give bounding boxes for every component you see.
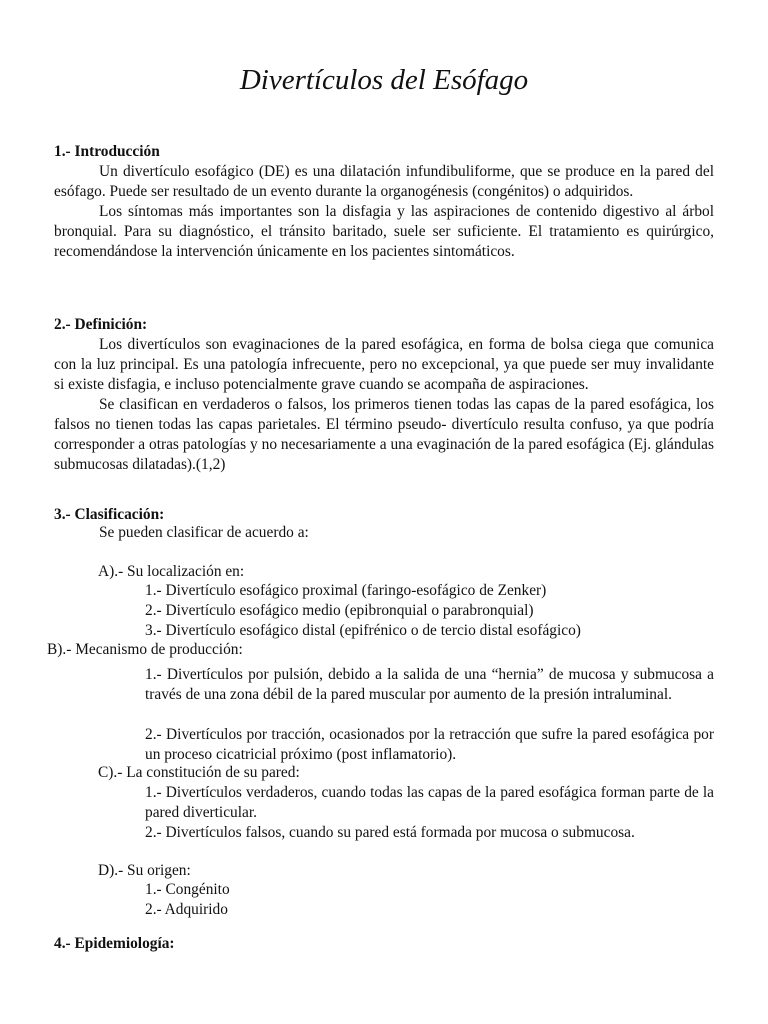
classification-intro: Se pueden clasificar de acuerdo a: (99, 524, 309, 541)
section-heading: 3.- Clasificación: (54, 506, 165, 523)
section-definicion (54, 315, 714, 475)
section-heading: 2.- Definición: (54, 316, 148, 333)
section-heading: 1.- Introducción (54, 143, 160, 160)
class-b-item: 2.- Divertículos por tracción, ocasionados por la retracción que sufre la pared esofágica por un proceso cicatricial próximo (post inflamatorio). (145, 726, 714, 763)
class-c-item: 1.- Divertículos verdaderos, cuando todas las capas de la pared esofágica forman parte de la pared diverticular. (145, 784, 714, 821)
class-b-item: 1.- Divertículos por pulsión, debido a la salida de una “hernia” de mucosa y submucosa a través de una zona débil de la pared muscular por aumento de la presión intraluminal. (145, 666, 714, 703)
class-d-item: 2.- Adquirido (145, 901, 228, 918)
page-title: Divertículos del Esófago (239, 64, 529, 96)
paragraph: Un divertículo esofágico (DE) es una dilatación infundibuliforme, que se produce en la pared del esófago. Puede ser resultado de un evento durante la organogénesis (congénitos) o adquiridos. (54, 163, 714, 200)
class-a-item: 2.- Divertículo esofágico medio (epibronquial o parabronquial) (145, 602, 534, 619)
class-d-title: D).- Su origen: (98, 862, 191, 879)
class-c-title: C).- La constitución de su pared: (98, 764, 300, 781)
class-a-item: 1.- Divertículo esofágico proximal (faringo-esofágico de Zenker) (145, 582, 547, 599)
paragraph: Los síntomas más importantes son la disfagia y las aspiraciones de contenido digestivo al árbol bronquial. Para su diagnóstico, el tránsito baritado, suele ser suficiente. El tratamiento es quirúrgico, recomendándose la intervención únicamente en los pacientes sintomáticos. (54, 203, 714, 260)
class-a-title: A).- Su localización en: (98, 563, 245, 580)
paragraph: Se clasifican en verdaderos o falsos, los primeros tienen todas las capas de la pared esofágica, los falsos no tienen todas las capas parietales. El término pseudo- divertículo resulta confuso, ya que podría corresponder a otras patologías y no necesariamente a una evaginación de la pared esofágica (Ej. glándulas submucosas dilatadas).(1,2) (54, 396, 714, 473)
class-b-title: B).- Mecanismo de producción: (47, 641, 243, 658)
class-a-item: 3.- Divertículo esofágico distal (epifrénico o de tercio distal esofágico) (145, 622, 581, 639)
section-clasificacion (47, 505, 714, 925)
class-c-item: 2.- Divertículos falsos, cuando su pared está formada por mucosa o submucosa. (145, 824, 635, 841)
section-heading: 4.- Epidemiología: (54, 935, 175, 952)
class-d-item: 1.- Congénito (145, 881, 230, 898)
paragraph: Los divertículos son evaginaciones de la pared esofágica, en forma de bolsa ciega que comunica con la luz principal. Es una patología infrecuente, pero no excepcional, ya que puede ser muy invalidante si existe disfagia, e incluso potencialmente grave cuando se acompaña de aspiraciones. (54, 336, 714, 393)
section-epidemiologia (54, 934, 714, 954)
section-introduccion (54, 142, 714, 262)
